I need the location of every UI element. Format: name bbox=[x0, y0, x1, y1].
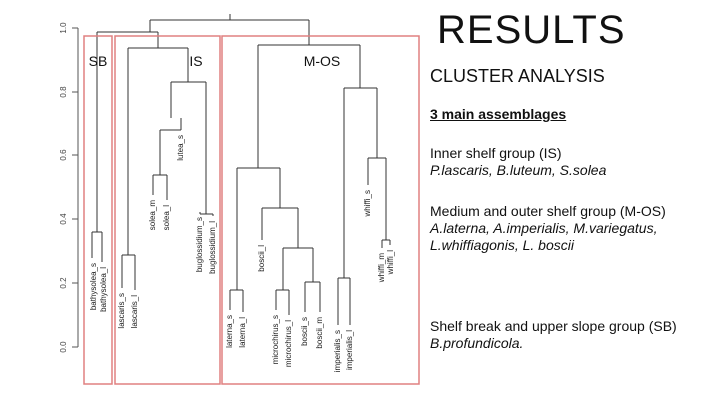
axis-tick-label: 0.4 bbox=[59, 213, 68, 225]
leaf-label: buglossidium_l bbox=[208, 221, 217, 274]
axis-tick-label: 0.8 bbox=[59, 86, 68, 98]
leaf-label: microchirus_s bbox=[271, 315, 280, 365]
axis-tick-label: 0.0 bbox=[59, 341, 68, 353]
cluster-box bbox=[84, 36, 112, 384]
axis-tick-label: 0.2 bbox=[59, 277, 68, 289]
assemblages-heading: 3 main assemblages bbox=[430, 106, 567, 122]
cluster-label: SB bbox=[88, 53, 108, 69]
leaf-label: lascaris_s bbox=[117, 293, 126, 329]
axis-tick-label: 1.0 bbox=[59, 22, 68, 34]
leaf-labels bbox=[89, 135, 395, 372]
cluster-label: M-OS bbox=[303, 53, 341, 69]
leaf-label: boscii_l bbox=[257, 245, 266, 272]
group-inner-shelf bbox=[430, 145, 715, 179]
leaf-label: boscii_s bbox=[300, 317, 309, 346]
dendrogram-branches bbox=[92, 14, 390, 325]
group-species: P.lascaris, B.luteum, S.solea bbox=[430, 162, 607, 178]
group-name: Shelf break and upper slope group (SB) bbox=[430, 318, 677, 334]
leaf-label: imperialis_l bbox=[345, 330, 354, 371]
group-shelf-break bbox=[430, 318, 715, 352]
leaf-label: microchirus_l bbox=[284, 320, 293, 368]
leaf-label: whiffi_s bbox=[363, 190, 372, 217]
leaf-label: bathysolea_s bbox=[89, 263, 98, 311]
axis-tick-label: 0.6 bbox=[59, 149, 68, 161]
leaf-label: whiffi_l bbox=[386, 250, 395, 275]
group-species: A.laterna, A.imperialis, M.variegatus, L.whiffiagonis, L. boscii bbox=[430, 220, 658, 253]
leaf-label: lascaris_l bbox=[130, 295, 139, 329]
leaf-label: laterna_l bbox=[238, 317, 247, 348]
leaf-label: lutea_s bbox=[176, 135, 185, 161]
slide-subtitle: CLUSTER ANALYSIS bbox=[430, 66, 605, 86]
group-name: Inner shelf group (IS) bbox=[430, 145, 562, 161]
group-medium-outer-shelf bbox=[430, 203, 715, 254]
leaf-label: whiffi_m bbox=[377, 253, 386, 283]
leaf-label: boscii_m bbox=[315, 317, 324, 349]
leaf-label: buglossidium_s bbox=[195, 217, 204, 273]
leaf-label: bathysolea_l bbox=[99, 267, 108, 312]
group-name: Medium and outer shelf group (M-OS) bbox=[430, 203, 666, 219]
leaf-label: imperialis_s bbox=[333, 330, 342, 373]
y-axis bbox=[59, 22, 78, 353]
slide-title: RESULTS bbox=[437, 8, 626, 52]
leaf-label: solea_m bbox=[148, 200, 157, 231]
cluster-label: IS bbox=[189, 53, 203, 69]
leaf-label: laterna_s bbox=[225, 315, 234, 348]
group-species: B.profundicola. bbox=[430, 335, 524, 351]
leaf-label: solea_l bbox=[162, 205, 171, 231]
